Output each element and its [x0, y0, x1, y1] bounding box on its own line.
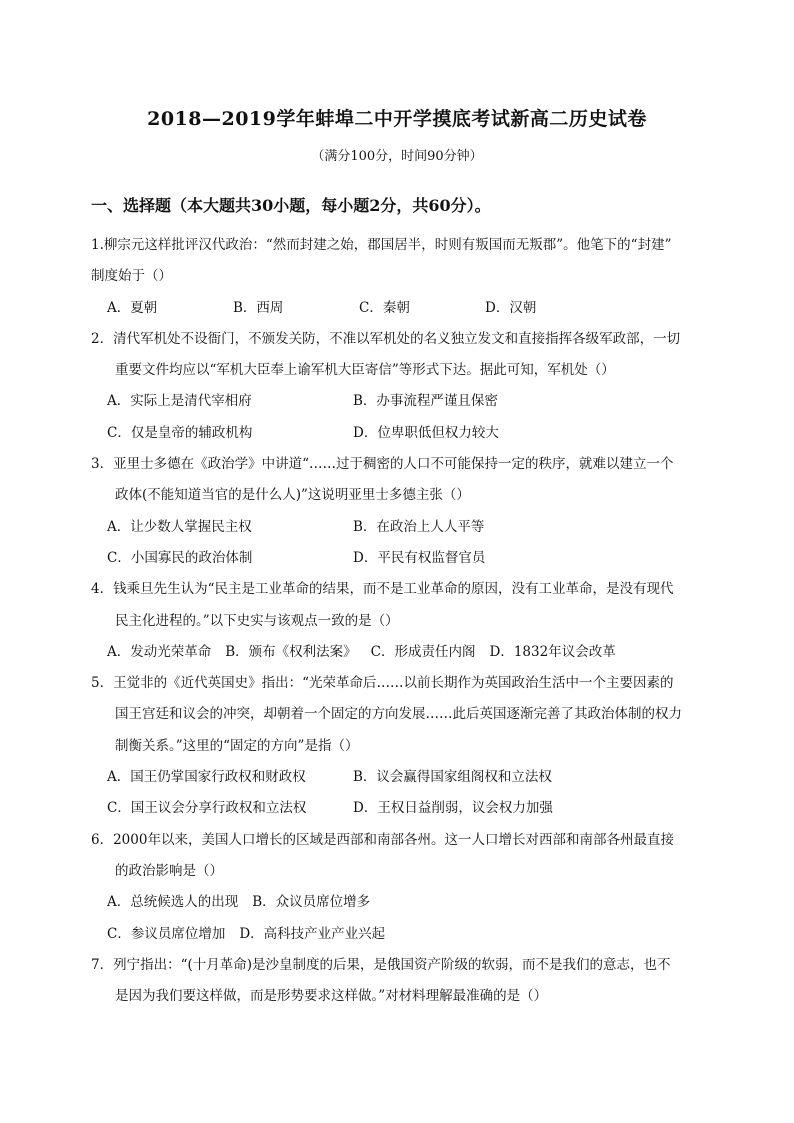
question-stem-line: 制度始于（） [91, 268, 172, 285]
option-d: D．汉朝 [485, 299, 537, 316]
question-stem-line: 民主化进程的。”以下史实与该观点一致的是（） [115, 612, 399, 629]
option-b: B．议会赢得国家组阁权和立法权 [353, 769, 552, 786]
option-d: D．平民有权监督官员 [353, 549, 486, 566]
option-a: A．国王仍掌国家行政权和财政权 [107, 769, 306, 786]
question-1 [91, 230, 711, 324]
answer-options [91, 543, 711, 574]
option-a: A．总统候选人的出现 [107, 894, 239, 911]
option-d: D．1832年议会改革 [489, 643, 616, 660]
question-stem-line: 国王宫廷和议会的冲突，却朝着一个固定的方向发展……此后英国逐渐完善了其政治体制的权力 [115, 706, 682, 723]
question-5 [91, 668, 711, 824]
question-stem-line: 政体(不能知道当官的是什么人)”这说明亚里士多德主张（） [115, 487, 470, 504]
option-d: D．高科技产业产业兴起 [239, 925, 386, 942]
question-7 [91, 950, 711, 1013]
question-stem-line: 1.柳宗元这样批评汉代政治：“然而封建之始，郡国居半，时则有叛国而无叛郡”。他笔下的“封建” [91, 237, 672, 253]
answer-options [91, 293, 711, 324]
page-title: 2018—2019学年蚌埠二中开学摸底考试新高二历史试卷 [147, 108, 647, 130]
question-6 [91, 825, 711, 950]
question-stem-line: 5．王觉非的《近代英国史》指出：“光荣革命后……以前长期作为英国政治生活中一个主要因素的 [91, 675, 674, 692]
answer-options [91, 637, 711, 668]
answer-options [91, 887, 711, 918]
option-a: A．夏朝 [107, 299, 158, 316]
option-c: C．形成责任内阁 [370, 643, 476, 660]
option-c: C．小国寡民的政治体制 [107, 549, 253, 566]
question-stem-line: 4．钱乘旦先生认为“民主是工业革命的结果，而不是工业革命的原因，没有工业革命，是没有现代 [91, 581, 674, 598]
option-b: B．颁布《权利法案》 [225, 643, 357, 660]
question-stem-line: 6．2000年以来，美国人口增长的区域是西部和南部各州。这一人口增长对西部和南部各州最直接 [91, 831, 674, 848]
option-d: D．位卑职低但权力较大 [353, 424, 499, 441]
answer-options [91, 386, 711, 417]
page-subtitle: （满分100分，时间90分钟） [311, 149, 483, 164]
question-list [91, 230, 711, 1012]
question-4 [91, 574, 711, 668]
question-stem-line: 3．亚里士多德在《政治学》中讲道“……过于稠密的人口不可能保持一定的秩序，就难以建立一个 [91, 456, 674, 473]
question-stem-line: 的政治影响是（） [115, 862, 223, 879]
option-a: A．让少数人掌握民主权 [107, 518, 252, 535]
answer-options [91, 418, 711, 449]
option-b: B．西周 [233, 299, 284, 316]
option-b: B．办事流程严谨且保密 [353, 393, 498, 410]
option-b: B．在政治上人人平等 [353, 518, 485, 535]
question-stem-line: 7．列宁指出：“(十月革命)是沙皇制度的后果，是俄国资产阶级的软弱，而不是我们的意志，也不 [91, 956, 671, 973]
question-stem-line: 重要文件均应以“军机大臣奉上谕军机大臣寄信”等形式下达。据此可知，军机处（） [115, 362, 615, 379]
option-b: B．众议员席位增多 [252, 894, 371, 911]
option-a: A．发动光荣革命 [107, 643, 212, 660]
answer-options [91, 762, 711, 793]
question-stem-line: 制衡关系。”这里的“固定的方向”是指（） [115, 737, 359, 754]
answer-options [91, 919, 711, 950]
answer-options [91, 793, 711, 824]
option-a: A．实际上是清代宰相府 [107, 393, 252, 410]
question-stem-line: 是因为我们要这样做，而是形势要求这样做。”对材料理解最准确的是（） [115, 988, 548, 1005]
section-heading: 一、选择题（本大题共30小题，每小题2分，共60分）。 [91, 196, 491, 215]
question-3 [91, 449, 711, 574]
question-stem-line: 2．清代军机处不设衙门，不颁发关防，不准以军机处的名义独立发文和直接指挥各级军政部，一切 [91, 330, 681, 347]
option-c: C．秦朝 [359, 299, 410, 316]
answer-options [91, 512, 711, 543]
option-c: C．参议员席位增加 [107, 925, 226, 942]
option-d: D．王权日益削弱，议会权力加强 [353, 800, 553, 817]
option-c: C．仅是皇帝的辅政机构 [107, 424, 253, 441]
question-2 [91, 324, 711, 449]
option-c: C．国王议会分享行政权和立法权 [107, 800, 307, 817]
